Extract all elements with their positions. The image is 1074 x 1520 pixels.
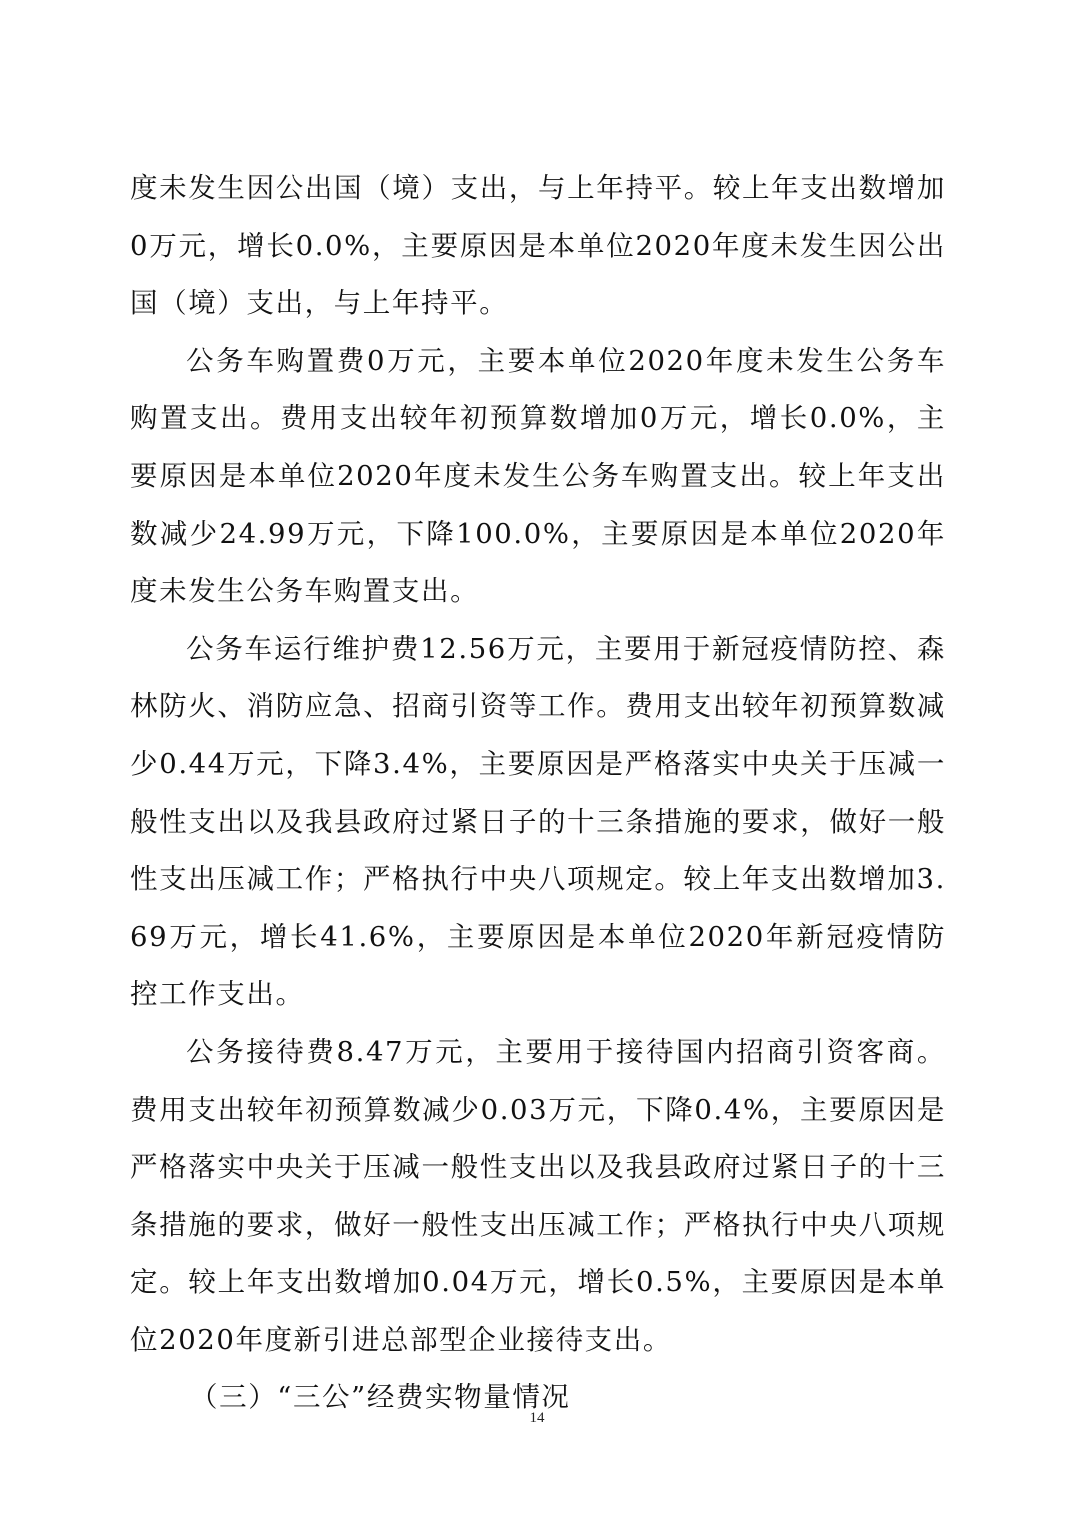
paragraph-vehicle-operation: 公务车运行维护费12.56万元，主要用于新冠疫情防控、森林防火、消防应急、招商引资等工作。费用支出较年初预算数减少0.44万元，下降3.4%，主要原因是严格落实中央关于压减一般性支出以及我县政府过紧日子的十三条措施的要求，做好一般性支出压减工作；严格执行中央八项规定。较上年支出数增加3.69万元，增长41.6%，主要原因是本单位2020年新冠疫情防控工作支出。 (130, 632, 946, 1011)
section-heading: （三）“三公”经费实物量情况 (190, 1381, 571, 1414)
page-number: 14 (529, 1410, 545, 1426)
paragraph-vehicle-purchase: 公务车购置费0万元，主要本单位2020年度未发生公务车购置支出。费用支出较年初预算数增加0万元，增长0.0%，主要原因是本单位2020年度未发生公务车购置支出。较上年支出数减少24.99万元，下降100.0%，主要原因是本单位2020年度未发生公务车购置支出。 (130, 344, 946, 608)
paragraph-official-reception: 公务接待费8.47万元，主要用于接待国内招商引资客商。费用支出较年初预算数减少0.03万元，下降0.4%，主要原因是严格落实中央关于压减一般性支出以及我县政府过紧日子的十三条措施的要求，做好一般性支出压减工作；严格执行中央八项规定。较上年支出数增加0.04万元，增长0.5%，主要原因是本单位2020年度新引进总部型企业接待支出。 (130, 1035, 946, 1356)
document-body (130, 160, 946, 1427)
paragraph-overseas-travel: 度未发生因公出国（境）支出，与上年持平。较上年支出数增加0万元，增长0.0%，主要原因是本单位2020年度未发生因公出国（境）支出，与上年持平。 (130, 172, 946, 320)
